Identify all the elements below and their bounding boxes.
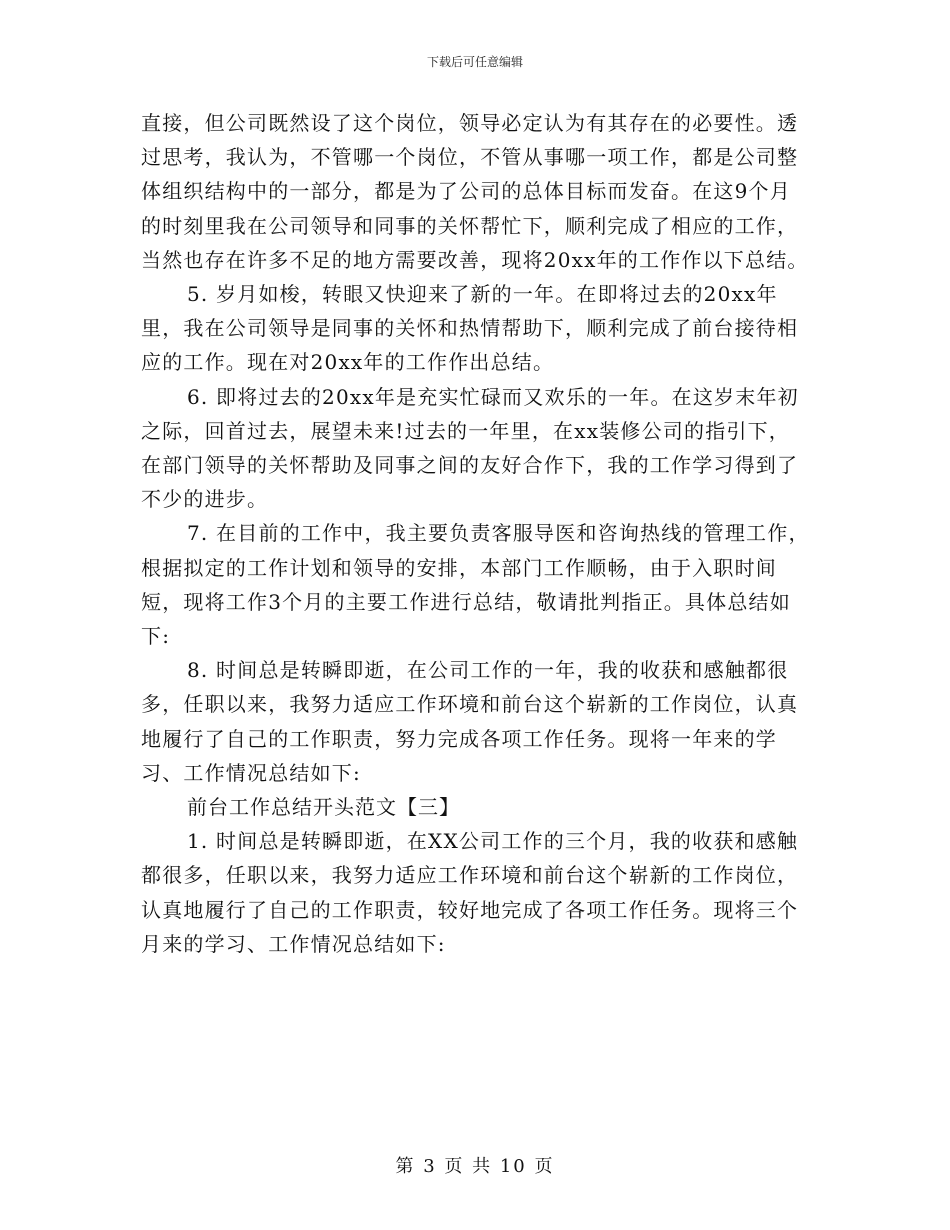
paragraph-item-6: 6. 即将过去的20xx年是充实忙碌而又欢乐的一年。在这岁末年初之际，回首过去，展望未来!过去的一年里，在xx装修公司的指引下，在部门领导的关怀帮助及同事之间的友好合作下，我的工作学习得到了不少的进步。 [141,384,799,512]
page-number: 第 3 页 共 10 页 [395,1156,555,1177]
header-note: 下载后可任意编辑 [426,55,523,69]
section-heading: 前台工作总结开头范文【三】 [187,795,460,820]
document-body [141,106,811,961]
paragraph-item-5: 5. 岁月如梭，转眼又快迎来了新的一年。在即将过去的20xx年里，我在公司领导是同事的关怀和热情帮助下，顺利完成了前台接待相应的工作。现在对20xx年的工作作出总结。 [141,282,799,375]
paragraph-item-1: 1. 时间总是转瞬即逝，在XX公司工作的三个月，我的收获和感触都很多，任职以来，我努力适应工作环境和前台这个崭新的工作岗位，认真地履行了自己的工作职责，较好地完成了各项工作任务。现将三个月来的学习、工作情况总结如下: [141,829,799,956]
paragraph-item-8: 8. 时间总是转瞬即逝，在公司工作的一年，我的收获和感触都很多，任职以来，我努力适应工作环境和前台这个崭新的工作岗位，认真地履行了自己的工作职责，努力完成各项工作任务。现将一年来的学习、工作情况总结如下: [141,658,799,785]
paragraph-item-7: 7. 在目前的工作中，我主要负责客服导医和咨询热线的管理工作，根据拟定的工作计划和领导的安排，本部门工作顺畅，由于入职时间短，现将工作3个月的主要工作进行总结，敬请批判指正。具体总结如下: [141,521,810,649]
paragraph-continuation: 直接，但公司既然设了这个岗位，领导必定认为有其存在的必要性。透过思考，我认为，不管哪一个岗位，不管从事哪一项工作，都是公司整体组织结构中的一部分，都是为了公司的总体目标而发奋。在这9个月的时刻里我在公司领导和同事的关怀帮忙下，顺利完成了相应的工作，当然也存在许多不足的地方需要改善，现将20xx年的工作作以下总结。 [141,111,809,272]
